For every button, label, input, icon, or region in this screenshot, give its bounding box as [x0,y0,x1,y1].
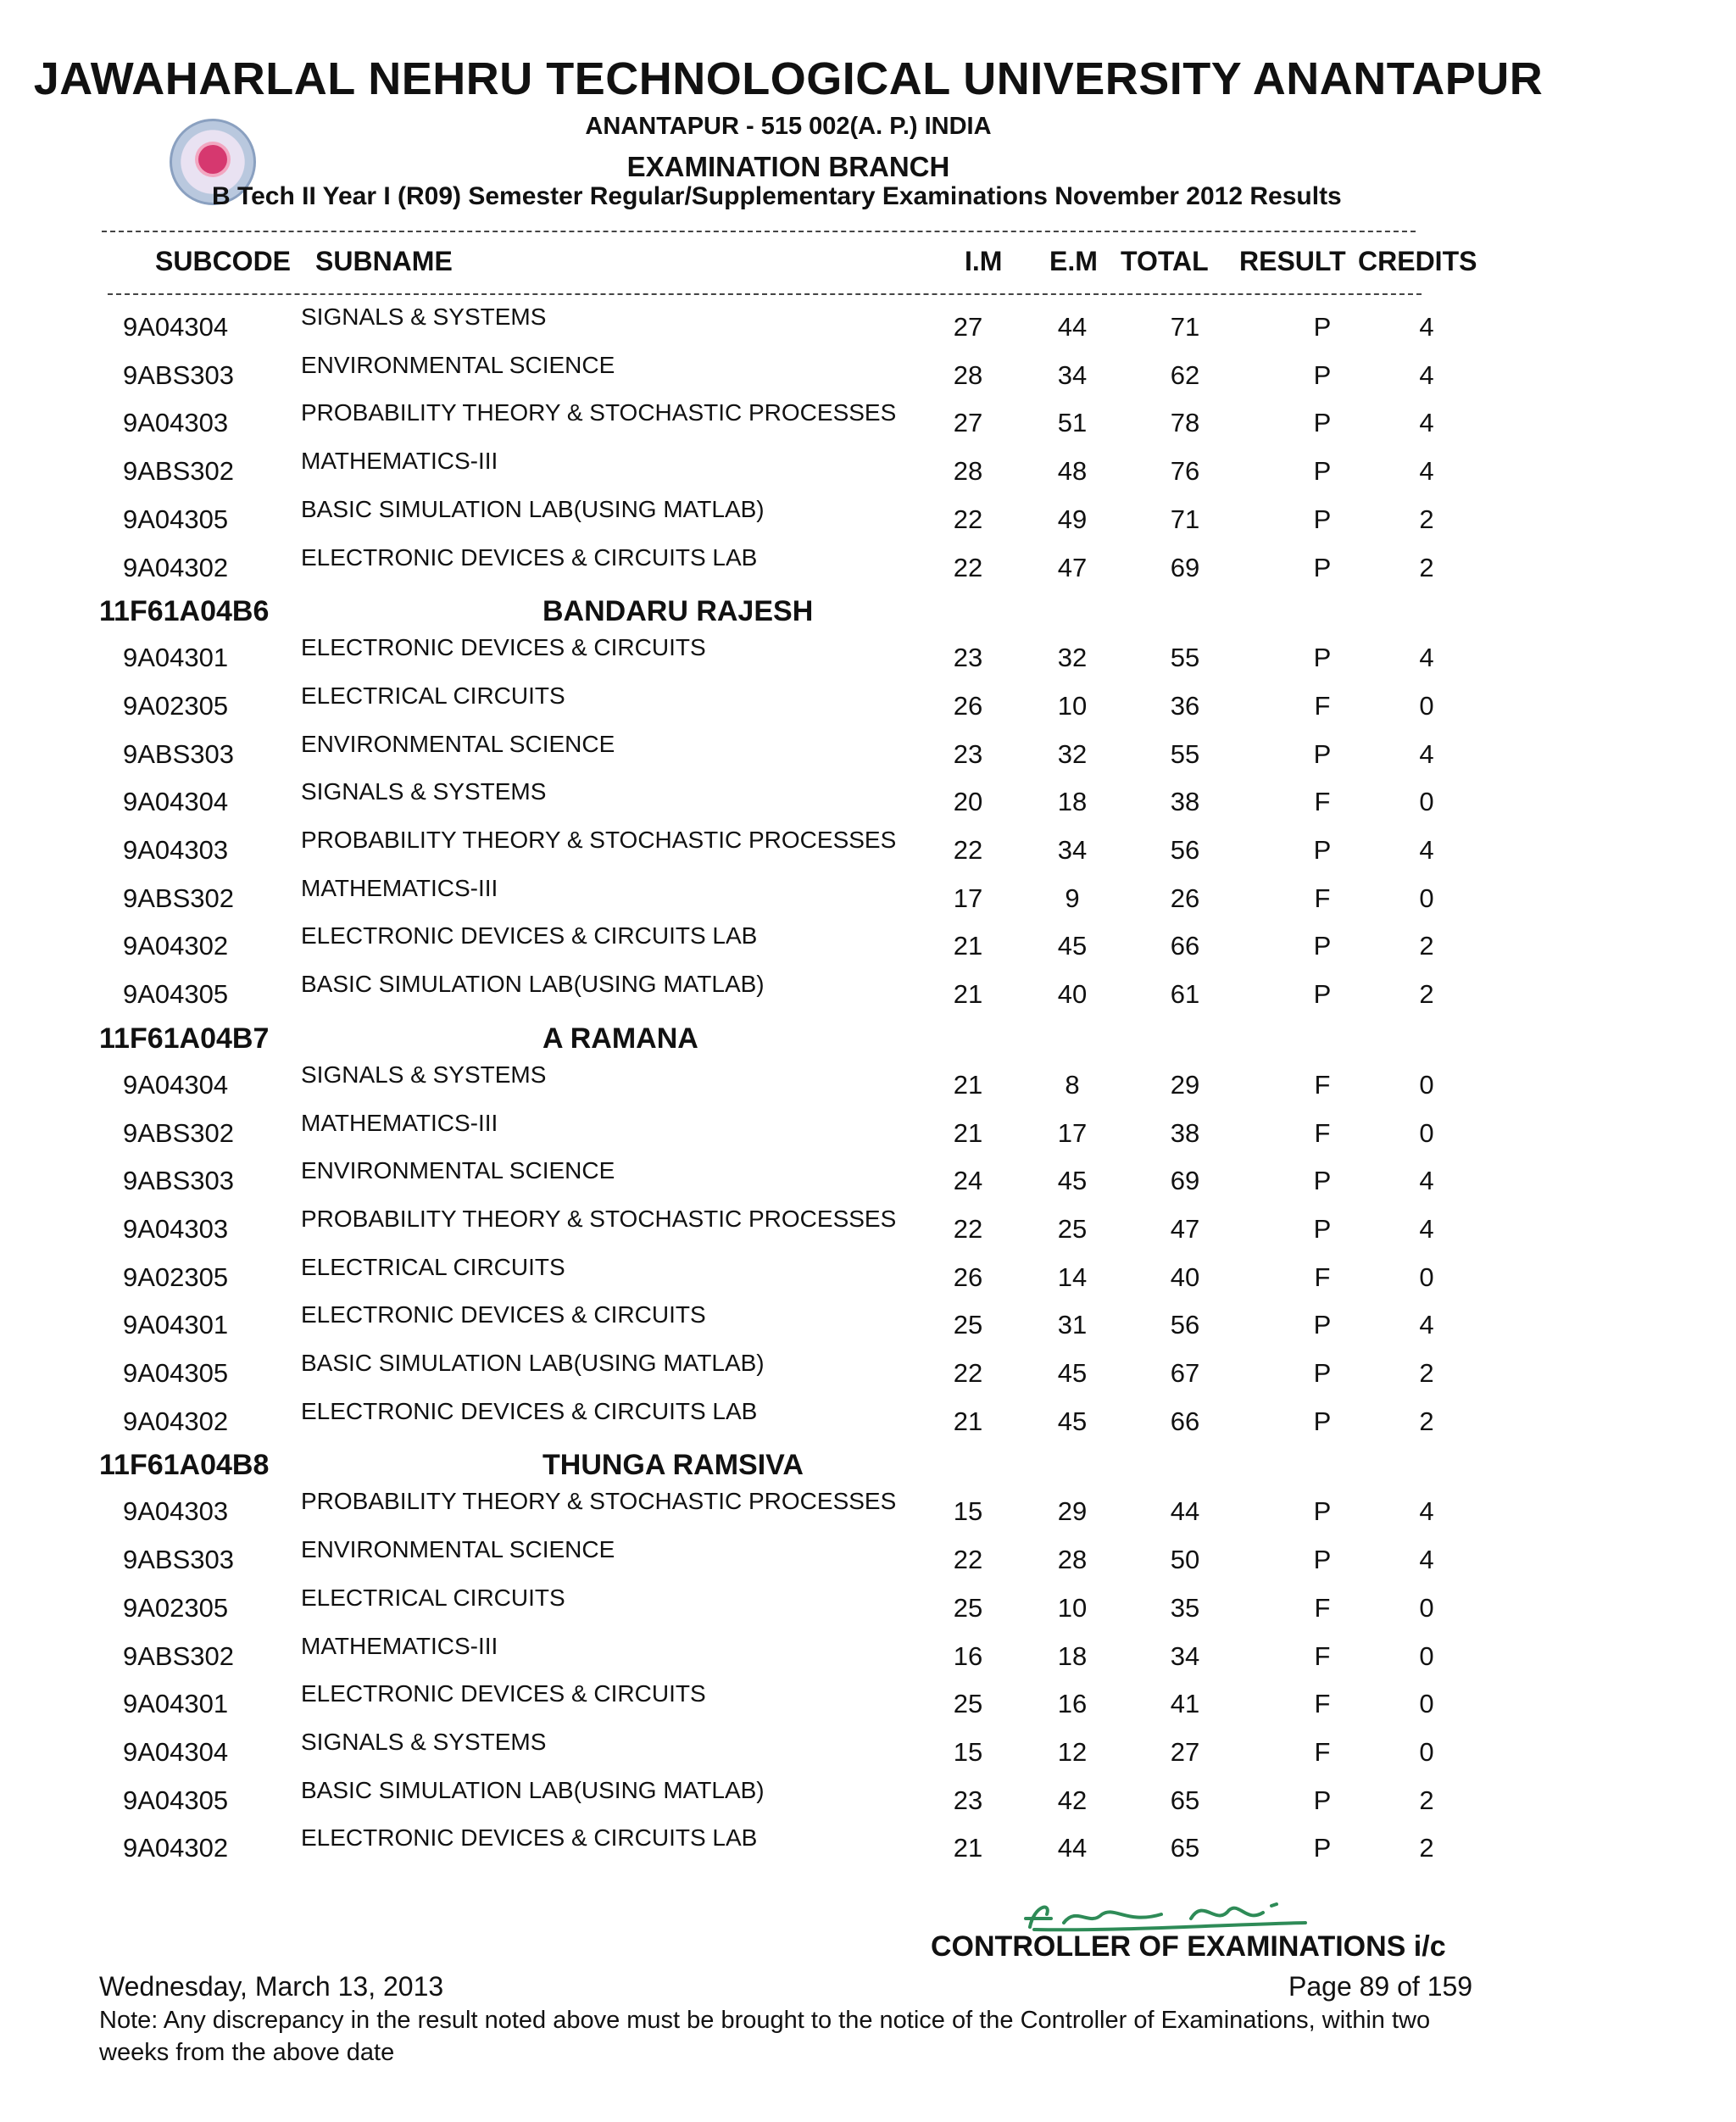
col-credits: CREDITS [1358,246,1477,276]
total-marks: 65 [1170,1833,1200,1863]
result-value: F [1314,1117,1331,1148]
result-value: P [1313,552,1332,582]
table-row [0,1206,1736,1253]
internal-marks: 22 [953,1545,983,1575]
subject-code: 9A04303 [123,408,229,438]
total-marks: 56 [1170,835,1200,865]
subject-code: 9A04302 [123,1406,229,1436]
col-total: TOTAL [1121,246,1209,276]
external-marks: 45 [1057,1166,1088,1196]
credits-value: 4 [1419,1496,1434,1527]
subject-name: ENVIRONMENTAL SCIENCE [301,730,615,757]
credits-value: 4 [1419,738,1434,769]
result-value: P [1313,738,1332,769]
internal-marks: 24 [953,1166,983,1196]
table-row [0,1536,1736,1584]
col-subcode: SUBCODE [155,246,292,276]
subject-name: ELECTRICAL CIRCUITS [301,682,565,709]
subject-code: 9A04304 [123,1736,229,1767]
internal-marks: 17 [953,883,983,913]
total-marks: 27 [1170,1736,1200,1767]
result-value: P [1313,1358,1332,1388]
subject-name: ENVIRONMENTAL SCIENCE [301,1157,615,1184]
subject-name: MATHEMATICS-III [301,448,498,475]
total-marks: 67 [1170,1358,1200,1388]
internal-marks: 21 [953,979,983,1010]
discrepancy-note: Note: Any discrepancy in the result noted above must be brought to the notice of the Controller of Examinations, within two weeks from the above date [99,2007,1431,2066]
table-row [0,922,1736,970]
external-marks: 16 [1057,1689,1088,1719]
external-marks: 10 [1057,1592,1088,1623]
external-marks: 29 [1057,1496,1088,1527]
external-marks: 48 [1057,456,1088,487]
print-date: Wednesday, March 13, 2013 [99,1971,444,2002]
exam-title: B Tech II Year I (R09) Semester Regular/Supplementary Examinations November 2012 Results [212,182,1342,210]
total-marks: 38 [1170,787,1200,817]
external-marks: 49 [1057,504,1088,534]
table-row [0,1777,1736,1824]
subject-code: 9A04301 [123,1310,229,1340]
result-value: P [1313,643,1332,673]
subject-name: SIGNALS & SYSTEMS [301,1728,547,1755]
table-row [0,1729,1736,1776]
credits-value: 4 [1419,643,1434,673]
table-row [0,1488,1736,1535]
total-marks: 40 [1170,1262,1200,1292]
subject-code: 9A04305 [123,504,229,534]
subject-name: ELECTRONIC DEVICES & CIRCUITS [301,1301,706,1328]
subject-name: PROBABILITY THEORY & STOCHASTIC PROCESSES [301,1488,897,1515]
credits-value: 4 [1419,1310,1434,1340]
result-value: F [1314,1689,1331,1719]
subject-name: PROBABILITY THEORY & STOCHASTIC PROCESSES [301,1205,897,1232]
result-value: P [1313,1833,1332,1863]
subject-code: 9ABS302 [123,1640,234,1671]
student-header [0,1449,1736,1491]
result-value: P [1313,835,1332,865]
table-row [0,1398,1736,1445]
credits-value: 4 [1419,456,1434,487]
subject-code: 9A04305 [123,979,229,1010]
header-divider-bottom [108,293,1422,295]
total-marks: 61 [1170,979,1200,1010]
result-value: F [1314,1069,1331,1100]
subject-name: MATHEMATICS-III [301,1109,498,1136]
internal-marks: 21 [953,931,983,961]
internal-marks: 21 [953,1069,983,1100]
external-marks: 40 [1057,979,1088,1010]
subject-code: 9A04303 [123,1213,229,1244]
subject-code: 9A04304 [123,1069,229,1100]
result-value: F [1314,1592,1331,1623]
total-marks: 66 [1170,1406,1200,1436]
subject-name: ELECTRONIC DEVICES & CIRCUITS LAB [301,1397,758,1424]
total-marks: 50 [1170,1545,1200,1575]
student-roll-number: 11F61A04B6 [99,595,270,628]
result-value: P [1313,504,1332,534]
subject-code: 9ABS303 [123,738,234,769]
subject-name: ELECTRONIC DEVICES & CIRCUITS [301,634,706,661]
controller-label: CONTROLLER OF EXAMINATIONS i/c [931,1930,1446,1963]
subject-name: PROBABILITY THEORY & STOCHASTIC PROCESSES [301,399,897,426]
credits-value: 4 [1419,1213,1434,1244]
table-row [0,971,1736,1018]
external-marks: 47 [1057,552,1088,582]
external-marks: 34 [1057,359,1088,390]
subject-code: 9A04303 [123,1496,229,1527]
internal-marks: 23 [953,1785,983,1815]
result-value: P [1313,1496,1332,1527]
total-marks: 69 [1170,552,1200,582]
credits-value: 2 [1419,979,1434,1010]
external-marks: 51 [1057,408,1088,438]
subject-name: ELECTRONIC DEVICES & CIRCUITS LAB [301,922,758,950]
internal-marks: 21 [953,1117,983,1148]
credits-value: 4 [1419,359,1434,390]
total-marks: 76 [1170,456,1200,487]
student-name: THUNGA RAMSIVA [542,1449,804,1482]
total-marks: 65 [1170,1785,1200,1815]
student-roll-number: 11F61A04B8 [99,1449,270,1482]
internal-marks: 28 [953,359,983,390]
result-value: P [1313,1213,1332,1244]
subject-code: 9A04304 [123,787,229,817]
credits-value: 2 [1419,1406,1434,1436]
internal-marks: 26 [953,690,983,721]
total-marks: 47 [1170,1213,1200,1244]
external-marks: 32 [1057,643,1088,673]
total-marks: 78 [1170,408,1200,438]
total-marks: 34 [1170,1640,1200,1671]
total-marks: 41 [1170,1689,1200,1719]
credits-value: 4 [1419,1166,1434,1196]
result-value: P [1313,1545,1332,1575]
subject-code: 9ABS303 [123,1166,234,1196]
external-marks: 9 [1065,883,1080,913]
student-header [0,595,1736,638]
table-row [0,1350,1736,1397]
subject-name: BASIC SIMULATION LAB(USING MATLAB) [301,495,765,522]
internal-marks: 27 [953,312,983,342]
result-value: P [1313,408,1332,438]
credits-value: 4 [1419,408,1434,438]
table-row [0,1301,1736,1349]
table-row [0,352,1736,399]
external-marks: 12 [1057,1736,1088,1767]
external-marks: 18 [1057,787,1088,817]
result-value: F [1314,1736,1331,1767]
subject-name: SIGNALS & SYSTEMS [301,304,547,330]
subject-code: 9ABS302 [123,456,234,487]
external-marks: 17 [1057,1117,1088,1148]
internal-marks: 26 [953,1262,983,1292]
internal-marks: 28 [953,456,983,487]
credits-value: 0 [1419,883,1434,913]
table-row [0,827,1736,874]
credits-value: 4 [1419,312,1434,342]
subject-code: 9A02305 [123,690,229,721]
external-marks: 14 [1057,1262,1088,1292]
external-marks: 31 [1057,1310,1088,1340]
internal-marks: 25 [953,1592,983,1623]
subject-name: SIGNALS & SYSTEMS [301,778,547,805]
internal-marks: 25 [953,1689,983,1719]
branch-title: EXAMINATION BRANCH [626,151,950,182]
credits-value: 0 [1419,1262,1434,1292]
internal-marks: 22 [953,552,983,582]
subject-code: 9A04304 [123,312,229,342]
credits-value: 2 [1419,931,1434,961]
total-marks: 71 [1170,504,1200,534]
table-row [0,448,1736,495]
subject-name: PROBABILITY THEORY & STOCHASTIC PROCESSES [301,827,897,853]
student-roll-number: 11F61A04B7 [99,1022,270,1055]
subject-name: ENVIRONMENTAL SCIENCE [301,1536,615,1563]
subject-name: MATHEMATICS-III [301,1632,498,1659]
internal-marks: 21 [953,1833,983,1863]
table-row [0,496,1736,543]
credits-value: 0 [1419,1736,1434,1767]
internal-marks: 23 [953,738,983,769]
credits-value: 4 [1419,835,1434,865]
subject-code: 9A04302 [123,552,229,582]
total-marks: 55 [1170,643,1200,673]
table-row [0,1680,1736,1728]
table-row [0,1157,1736,1205]
credits-value: 2 [1419,552,1434,582]
total-marks: 29 [1170,1069,1200,1100]
subject-code: 9ABS303 [123,1545,234,1575]
table-row [0,1585,1736,1632]
result-value: P [1313,1166,1332,1196]
credits-value: 0 [1419,1592,1434,1623]
result-value: P [1313,456,1332,487]
subject-code: 9ABS302 [123,1117,234,1148]
credits-value: 2 [1419,504,1434,534]
internal-marks: 27 [953,408,983,438]
student-name: A RAMANA [542,1022,698,1055]
subject-name: ELECTRICAL CIRCUITS [301,1584,565,1611]
internal-marks: 23 [953,643,983,673]
table-row [0,1254,1736,1301]
page-number: Page 89 of 159 [1288,1971,1473,2002]
result-value: P [1313,359,1332,390]
external-marks: 8 [1065,1069,1080,1100]
result-value: P [1313,979,1332,1010]
total-marks: 71 [1170,312,1200,342]
total-marks: 55 [1170,738,1200,769]
subject-name: ELECTRONIC DEVICES & CIRCUITS LAB [301,1824,758,1852]
subject-code: 9A02305 [123,1262,229,1292]
result-value: P [1313,312,1332,342]
subject-code: 9A04301 [123,1689,229,1719]
external-marks: 32 [1057,738,1088,769]
result-value: F [1314,690,1331,721]
table-row [0,1633,1736,1680]
subject-code: 9A02305 [123,1592,229,1623]
external-marks: 44 [1057,312,1088,342]
subject-code: 9A04305 [123,1785,229,1815]
internal-marks: 20 [953,787,983,817]
col-subname: SUBNAME [315,246,453,276]
table-row [0,304,1736,351]
student-name: BANDARU RAJESH [542,595,814,628]
internal-marks: 22 [953,1358,983,1388]
table-row [0,1110,1736,1157]
col-em: E.M [1049,246,1098,276]
subject-code: 9ABS302 [123,883,234,913]
subject-name: MATHEMATICS-III [301,874,498,901]
result-value: F [1314,1640,1331,1671]
total-marks: 36 [1170,690,1200,721]
credits-value: 0 [1419,1117,1434,1148]
external-marks: 28 [1057,1545,1088,1575]
internal-marks: 21 [953,1406,983,1436]
table-row [0,1824,1736,1872]
internal-marks: 15 [953,1496,983,1527]
table-row [0,1061,1736,1109]
subject-name: ELECTRONIC DEVICES & CIRCUITS [301,1680,706,1707]
internal-marks: 22 [953,835,983,865]
result-value: P [1313,1310,1332,1340]
external-marks: 18 [1057,1640,1088,1671]
subject-name: ENVIRONMENTAL SCIENCE [301,351,615,378]
table-row [0,875,1736,922]
col-result: RESULT [1239,246,1346,276]
student-header [0,1022,1736,1065]
subject-code: 9A04303 [123,835,229,865]
external-marks: 45 [1057,1406,1088,1436]
total-marks: 38 [1170,1117,1200,1148]
credits-value: 2 [1419,1833,1434,1863]
internal-marks: 22 [953,1213,983,1244]
total-marks: 66 [1170,931,1200,961]
internal-marks: 25 [953,1310,983,1340]
subject-code: 9ABS303 [123,359,234,390]
subject-code: 9A04305 [123,1358,229,1388]
table-row [0,682,1736,730]
total-marks: 44 [1170,1496,1200,1527]
external-marks: 10 [1057,690,1088,721]
internal-marks: 15 [953,1736,983,1767]
total-marks: 62 [1170,359,1200,390]
credits-value: 0 [1419,1689,1434,1719]
external-marks: 42 [1057,1785,1088,1815]
subject-name: BASIC SIMULATION LAB(USING MATLAB) [301,1350,765,1376]
col-im: I.M [965,246,1003,276]
total-marks: 56 [1170,1310,1200,1340]
subject-name: ELECTRONIC DEVICES & CIRCUITS LAB [301,543,758,571]
table-row [0,778,1736,826]
university-address: ANANTAPUR - 515 002(A. P.) INDIA [585,113,992,140]
header-divider-top [102,231,1416,232]
result-value: F [1314,883,1331,913]
subject-code: 9A04302 [123,931,229,961]
table-row [0,544,1736,592]
external-marks: 44 [1057,1833,1088,1863]
subject-code: 9A04301 [123,643,229,673]
external-marks: 34 [1057,835,1088,865]
credits-value: 4 [1419,1545,1434,1575]
result-value: P [1313,1406,1332,1436]
university-title: JAWAHARLAL NEHRU TECHNOLOGICAL UNIVERSITY ANANTAPUR [33,53,1544,104]
subject-name: SIGNALS & SYSTEMS [301,1061,547,1088]
total-marks: 69 [1170,1166,1200,1196]
table-row [0,731,1736,778]
table-row [0,399,1736,447]
total-marks: 26 [1170,883,1200,913]
total-marks: 35 [1170,1592,1200,1623]
subject-name: BASIC SIMULATION LAB(USING MATLAB) [301,1776,765,1803]
subject-name: BASIC SIMULATION LAB(USING MATLAB) [301,971,765,998]
result-value: P [1313,1785,1332,1815]
result-value: P [1313,931,1332,961]
table-row [0,634,1736,682]
credits-value: 2 [1419,1785,1434,1815]
credits-value: 0 [1419,787,1434,817]
result-value: F [1314,1262,1331,1292]
internal-marks: 16 [953,1640,983,1671]
result-value: F [1314,787,1331,817]
subject-code: 9A04302 [123,1833,229,1863]
credits-value: 0 [1419,690,1434,721]
subject-name: ELECTRICAL CIRCUITS [301,1253,565,1280]
external-marks: 45 [1057,931,1088,961]
credits-value: 0 [1419,1640,1434,1671]
credits-value: 0 [1419,1069,1434,1100]
external-marks: 45 [1057,1358,1088,1388]
internal-marks: 22 [953,504,983,534]
external-marks: 25 [1057,1213,1088,1244]
credits-value: 2 [1419,1358,1434,1388]
